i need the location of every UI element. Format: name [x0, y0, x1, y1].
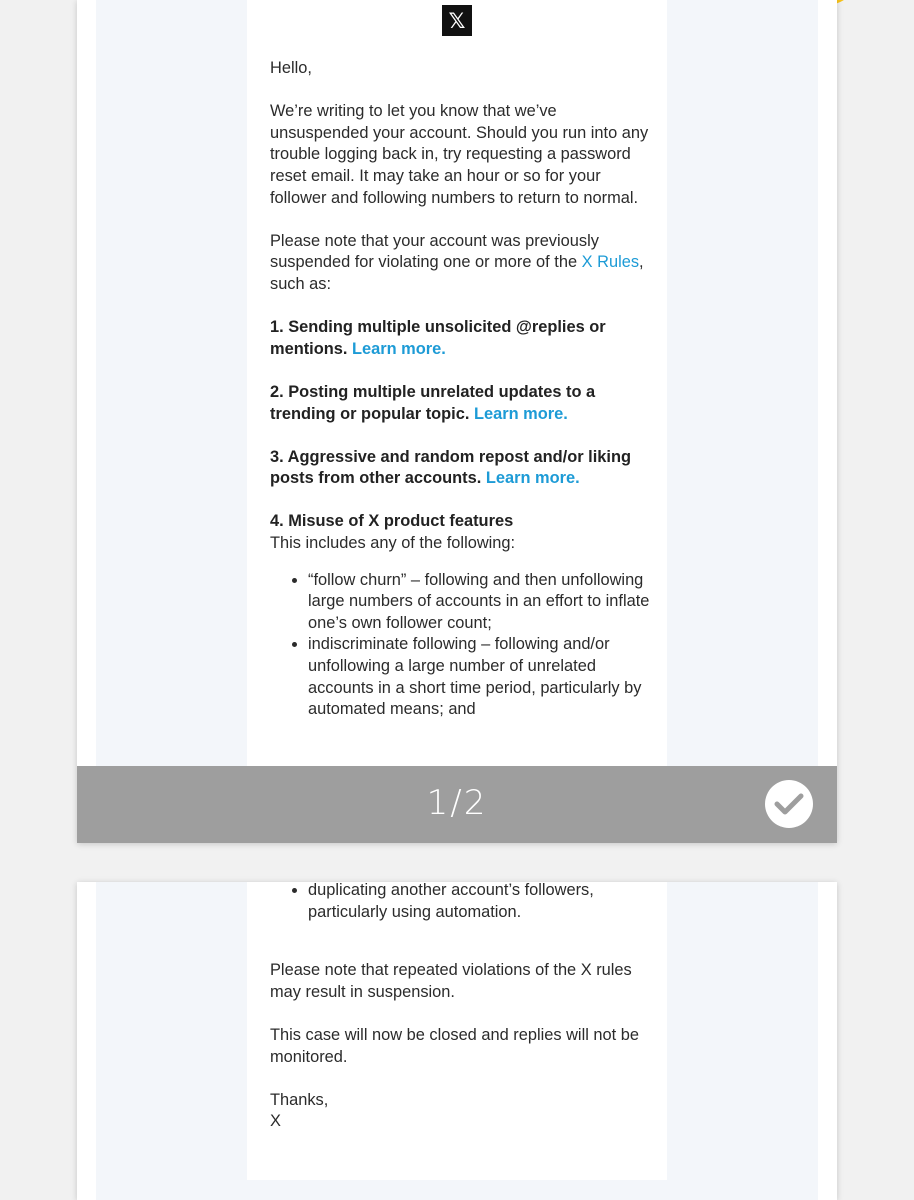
learn-more-link-3[interactable]: Learn more.: [485, 469, 580, 488]
email-page-1: [77, 0, 837, 843]
misuse-list: [270, 570, 650, 721]
email-body: [247, 0, 667, 766]
signature: X: [270, 1112, 281, 1131]
repeat-violation-note: Please note that repeated violations of the X rules may result in suspension.: [270, 961, 632, 1001]
greeting: Hello,: [270, 59, 312, 77]
violation-item-4-intro: This includes any of the following:: [270, 534, 516, 553]
signoff: Thanks,: [270, 1090, 329, 1109]
closing-paragraph: This case will now be closed and replies will not be monitored.: [270, 1025, 639, 1066]
list-item: • duplicating another account’s followers, particularly using automation.: [308, 882, 650, 923]
x-rules-link[interactable]: X Rules: [581, 253, 640, 272]
email-page-2: [77, 882, 837, 1200]
violation-item-2: 2. Posting multiple unrelated updates to a trending or popular topic. Learn more.: [270, 382, 596, 423]
email-content-bottom: [270, 882, 650, 1133]
list-item: • indiscriminate following – following and/or unfollowing a large number of unrelated accounts in a short time period, particularly by automated means; and: [308, 634, 650, 720]
violation-note: Please note that your account was previously suspended for violating one or more of the X Rules, such as:: [270, 231, 644, 293]
list-item: • “follow churn” – following and then unfollowing large numbers of accounts in an effort to inflate one’s own follower count;: [308, 570, 650, 635]
intro-paragraph: We’re writing to let you know that we’ve unsuspended your account. Should you run into any trouble logging back in, try requesting a password reset email. It may take an hour or so for your follower and following numbers to return to normal.: [270, 102, 649, 207]
violation-item-4-title: 4. Misuse of X product features: [270, 512, 514, 531]
page-indicator-bar: [77, 766, 837, 843]
checkmark-icon[interactable]: [765, 780, 813, 828]
checkmark-icon: [774, 792, 804, 816]
x-logo-icon: 𝕏: [442, 5, 472, 36]
email-body: [247, 882, 667, 1180]
page-indicator: 1/2: [426, 783, 488, 823]
misuse-list-continued: [270, 882, 650, 923]
violation-item-3: 3. Aggressive and random repost and/or liking posts from other accounts. Learn more.: [270, 447, 631, 488]
learn-more-link-1[interactable]: Learn more.: [351, 339, 446, 358]
learn-more-link-2[interactable]: Learn more.: [473, 404, 568, 423]
email-content-top: [270, 58, 650, 721]
violation-item-1: 1. Sending multiple unsolicited @replies or mentions. Learn more.: [270, 318, 606, 358]
